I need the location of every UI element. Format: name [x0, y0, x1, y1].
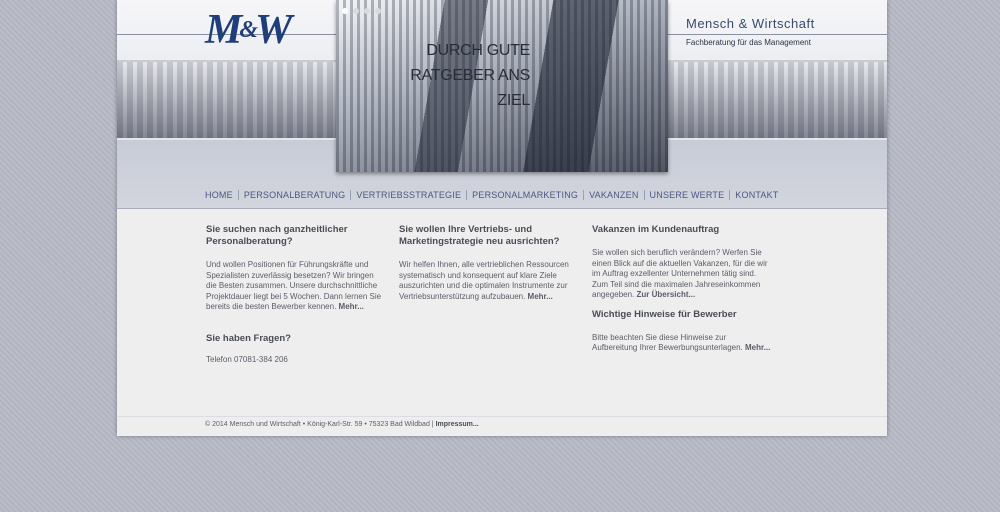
slider-dot-1[interactable]	[342, 8, 348, 14]
footer	[205, 421, 479, 428]
col3-hints-text: Bitte beachten Sie diese Hinweise zur Aufbereitung Ihrer Bewerbungsunterlagen. Mehr...	[592, 332, 771, 352]
column-personalberatung	[206, 224, 386, 385]
col3-hints-more-link[interactable]: Mehr...	[745, 343, 771, 352]
col3-hints-title: Wichtige Hinweise für Bewerber	[592, 308, 737, 320]
brand-tagline: Fachberatung für das Management	[686, 38, 811, 47]
slogan-line-2: RATGEBER ANS	[410, 67, 530, 84]
slogan-line-3: ZIEL	[497, 92, 530, 109]
header-skyline-right	[668, 62, 887, 138]
col1-questions-title: Sie haben Fragen?	[206, 332, 291, 344]
col1-title: Sie suchen nach ganzheitlicher Personalberatung?	[206, 224, 348, 247]
footer-text: © 2014 Mensch und Wirtschaft • König-Karl-Str. 59 • 75323 Bad Wildbad |	[205, 421, 434, 428]
main-nav	[205, 190, 784, 200]
impressum-link[interactable]: Impressum...	[435, 421, 479, 428]
col1-more-link[interactable]: Mehr...	[338, 302, 364, 311]
col2-more-link[interactable]: Mehr...	[527, 291, 553, 301]
nav-unsere-werte[interactable]: UNSERE WERTE	[644, 190, 730, 200]
nav-kontakt[interactable]: KONTAKT	[729, 190, 783, 200]
slogan-line-1: DURCH GUTE	[426, 42, 530, 59]
footer-divider	[117, 416, 887, 417]
header	[117, 0, 887, 209]
page-container	[117, 0, 887, 436]
header-skyline-left	[117, 62, 336, 138]
col2-title: Sie wollen Ihre Vertriebs- und Marketingstrategie neu ausrichten?	[399, 224, 560, 247]
logo[interactable]: M&W	[205, 7, 291, 53]
nav-home[interactable]: HOME	[205, 190, 233, 200]
col2-text: Wir helfen Ihnen, alle vertrieblichen Ressourcen systematisch und konsequent auf klare Ziele auszurichten und die optimalen Instrumente zur Vertriebsunterstützung aufzubauen. Mehr...	[399, 260, 569, 301]
col3-title: Vakanzen im Kundenauftrag	[592, 224, 720, 235]
hero-slogan	[406, 38, 530, 113]
header-rule-right	[668, 34, 887, 35]
brand-name: Mensch & Wirtschaft	[686, 16, 815, 31]
col3-overview-link[interactable]: Zur Übersicht...	[636, 290, 696, 299]
nav-vertriebsstrategie[interactable]: VERTRIEBSSTRATEGIE	[350, 190, 466, 200]
column-vertriebsstrategie	[399, 224, 579, 322]
slider-dot-4[interactable]	[375, 8, 381, 14]
col1-text: Und wollen Positionen für Führungskräfte und Spezialisten zuverlässig besetzen? Wir bringen die Besten zusammen. Unsere durchschnittliche Projektdauer liegt bei 5 Wochen. Dann lernen Sie bereits die besten Bewerber kennen. Mehr...	[206, 260, 382, 311]
nav-personalmarketing[interactable]: PERSONALMARKETING	[466, 190, 583, 200]
col3-text: Sie wollen sich beruflich verändern? Werfen Sie einen Blick auf die aktuellen Vakanzen, für die wir im Auftrag exzellenter Unternehmen tätig sind. Zum Teil sind die maximalen Jahreseinkommen angegeben. Zur Übersicht...	[592, 248, 768, 299]
slider-dot-3[interactable]	[364, 8, 370, 14]
column-vakanzen	[592, 224, 772, 374]
nav-personalberatung[interactable]: PERSONALBERATUNG	[238, 190, 351, 200]
hero-image	[336, 0, 668, 172]
nav-vakanzen[interactable]: VAKANZEN	[583, 190, 643, 200]
slider-dots	[342, 8, 381, 14]
col1-phone: Telefon 07081-384 206	[206, 354, 288, 364]
slider-dot-2[interactable]	[353, 8, 359, 14]
